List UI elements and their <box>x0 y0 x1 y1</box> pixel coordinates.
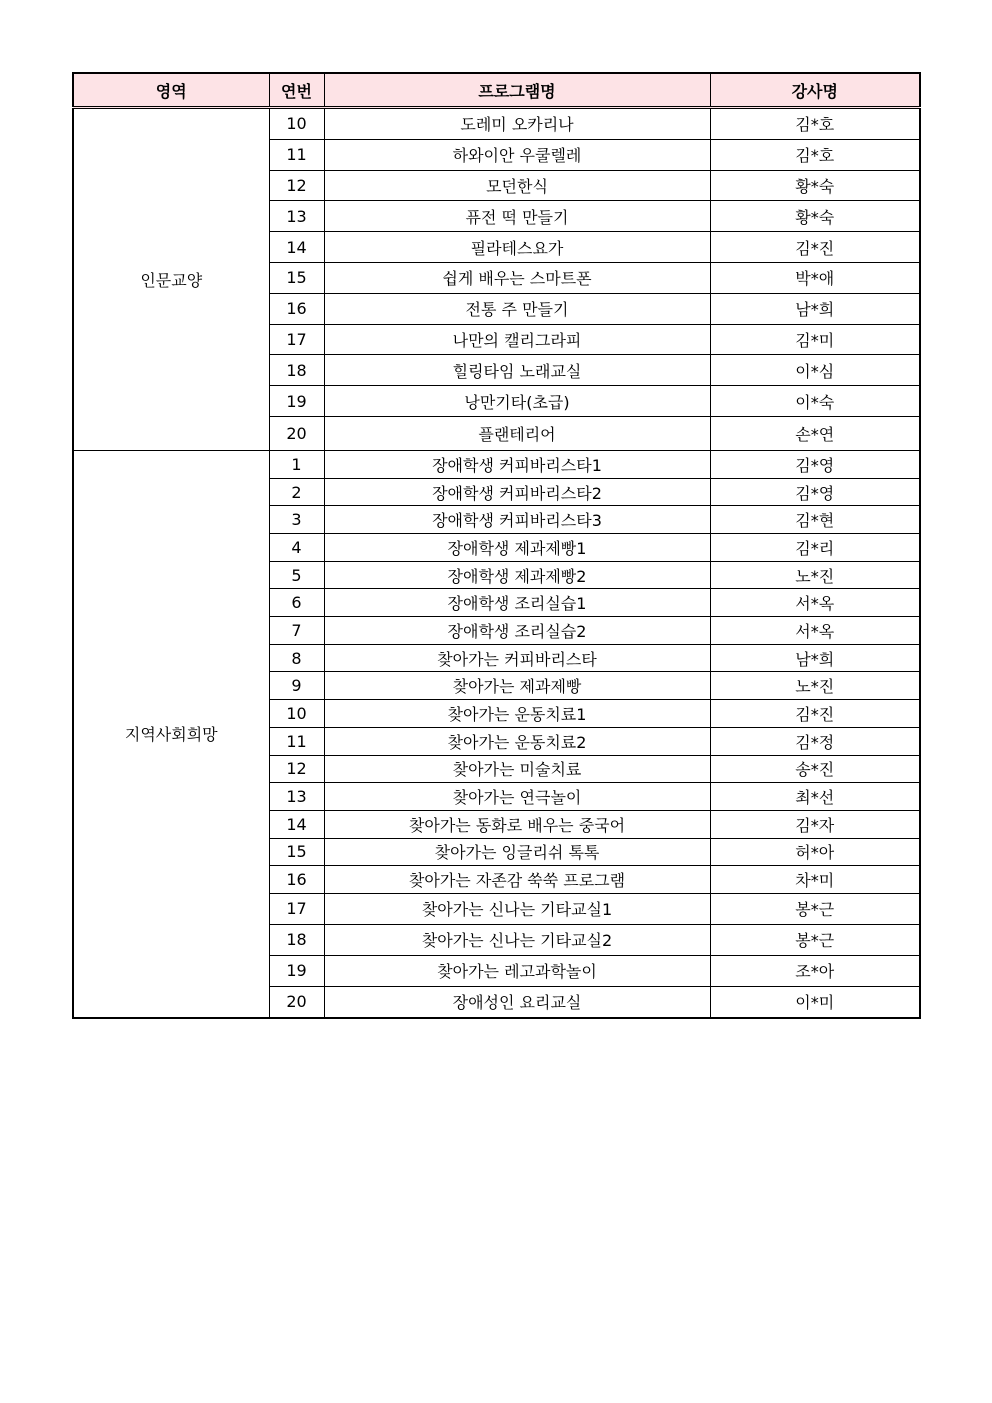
program-cell: 쉽게 배우는 스마트폰 <box>324 262 710 293</box>
number-cell: 13 <box>269 201 324 232</box>
program-cell: 전통 주 만들기 <box>324 293 710 324</box>
number-cell: 15 <box>269 262 324 293</box>
area-cell: 인문교양 <box>73 108 269 451</box>
instructor-cell: 박*애 <box>710 262 920 293</box>
program-cell: 찾아가는 커피바리스타 <box>324 644 710 672</box>
instructor-cell: 최*선 <box>710 783 920 811</box>
number-cell: 19 <box>269 386 324 417</box>
table-row <box>73 108 920 140</box>
program-cell: 필라테스요가 <box>324 232 710 263</box>
table-body <box>73 108 920 1018</box>
number-cell: 1 <box>269 450 324 478</box>
program-cell: 찾아가는 제과제빵 <box>324 672 710 700</box>
program-cell: 도레미 오카리나 <box>324 108 710 140</box>
program-cell: 찾아가는 미술치료 <box>324 755 710 783</box>
program-cell: 낭만기타(초급) <box>324 386 710 417</box>
instructor-cell: 노*진 <box>710 561 920 589</box>
instructor-cell: 손*연 <box>710 416 920 450</box>
instructor-cell: 황*숙 <box>710 170 920 201</box>
header-area: 영역 <box>73 73 269 108</box>
program-cell: 장애성인 요리교실 <box>324 986 710 1018</box>
program-cell: 찾아가는 운동치료1 <box>324 700 710 728</box>
number-cell: 11 <box>269 727 324 755</box>
program-cell: 힐링타임 노래교실 <box>324 355 710 386</box>
instructor-cell: 서*옥 <box>710 589 920 617</box>
number-cell: 13 <box>269 783 324 811</box>
instructor-cell: 김*호 <box>710 108 920 140</box>
number-cell: 19 <box>269 955 324 986</box>
instructor-cell: 김*정 <box>710 727 920 755</box>
program-cell: 장애학생 제과제빵1 <box>324 534 710 562</box>
instructor-cell: 김*영 <box>710 450 920 478</box>
instructor-cell: 서*옥 <box>710 617 920 645</box>
instructor-cell: 허*아 <box>710 838 920 866</box>
program-cell: 퓨전 떡 만들기 <box>324 201 710 232</box>
instructor-cell: 노*진 <box>710 672 920 700</box>
program-cell: 찾아가는 레고과학놀이 <box>324 955 710 986</box>
number-cell: 12 <box>269 170 324 201</box>
header-instructor: 강사명 <box>710 73 920 108</box>
number-cell: 11 <box>269 139 324 170</box>
number-cell: 8 <box>269 644 324 672</box>
instructor-cell: 남*희 <box>710 644 920 672</box>
number-cell: 14 <box>269 810 324 838</box>
instructor-cell: 이*숙 <box>710 386 920 417</box>
number-cell: 16 <box>269 866 324 894</box>
number-cell: 14 <box>269 232 324 263</box>
instructor-cell: 이*심 <box>710 355 920 386</box>
program-cell: 찾아가는 자존감 쑥쑥 프로그램 <box>324 866 710 894</box>
program-cell: 찾아가는 연극놀이 <box>324 783 710 811</box>
number-cell: 15 <box>269 838 324 866</box>
instructor-cell: 김*진 <box>710 700 920 728</box>
instructor-cell: 황*숙 <box>710 201 920 232</box>
instructor-cell: 김*리 <box>710 534 920 562</box>
program-cell: 나만의 캘리그라피 <box>324 324 710 355</box>
number-cell: 17 <box>269 324 324 355</box>
number-cell: 12 <box>269 755 324 783</box>
header-row <box>73 73 920 108</box>
program-cell: 찾아가는 운동치료2 <box>324 727 710 755</box>
instructor-cell: 김*영 <box>710 478 920 506</box>
header-program: 프로그램명 <box>324 73 710 108</box>
number-cell: 10 <box>269 700 324 728</box>
instructor-cell: 김*진 <box>710 232 920 263</box>
number-cell: 10 <box>269 108 324 140</box>
table-row <box>73 450 920 478</box>
program-cell: 장애학생 조리실습2 <box>324 617 710 645</box>
number-cell: 7 <box>269 617 324 645</box>
instructor-cell: 봉*근 <box>710 924 920 955</box>
program-cell: 찾아가는 잉글리쉬 톡톡 <box>324 838 710 866</box>
program-cell: 장애학생 제과제빵2 <box>324 561 710 589</box>
program-cell: 찾아가는 신나는 기타교실1 <box>324 893 710 924</box>
program-cell: 찾아가는 신나는 기타교실2 <box>324 924 710 955</box>
number-cell: 17 <box>269 893 324 924</box>
number-cell: 2 <box>269 478 324 506</box>
instructor-cell: 남*희 <box>710 293 920 324</box>
number-cell: 6 <box>269 589 324 617</box>
program-cell: 장애학생 커피바리스타3 <box>324 506 710 534</box>
instructor-cell: 이*미 <box>710 986 920 1018</box>
number-cell: 20 <box>269 416 324 450</box>
area-cell: 지역사회희망 <box>73 450 269 1018</box>
program-cell: 모던한식 <box>324 170 710 201</box>
instructor-cell: 김*자 <box>710 810 920 838</box>
number-cell: 16 <box>269 293 324 324</box>
program-table <box>72 72 921 1019</box>
number-cell: 18 <box>269 924 324 955</box>
program-cell: 장애학생 커피바리스타1 <box>324 450 710 478</box>
instructor-cell: 조*아 <box>710 955 920 986</box>
instructor-cell: 송*진 <box>710 755 920 783</box>
number-cell: 9 <box>269 672 324 700</box>
number-cell: 20 <box>269 986 324 1018</box>
number-cell: 4 <box>269 534 324 562</box>
instructor-cell: 봉*근 <box>710 893 920 924</box>
program-cell: 장애학생 커피바리스타2 <box>324 478 710 506</box>
program-cell: 플랜테리어 <box>324 416 710 450</box>
instructor-cell: 김*호 <box>710 139 920 170</box>
program-cell: 하와이안 우쿨렐레 <box>324 139 710 170</box>
number-cell: 5 <box>269 561 324 589</box>
program-cell: 장애학생 조리실습1 <box>324 589 710 617</box>
header-number: 연번 <box>269 73 324 108</box>
instructor-cell: 차*미 <box>710 866 920 894</box>
number-cell: 18 <box>269 355 324 386</box>
instructor-cell: 김*미 <box>710 324 920 355</box>
instructor-cell: 김*현 <box>710 506 920 534</box>
number-cell: 3 <box>269 506 324 534</box>
program-cell: 찾아가는 동화로 배우는 중국어 <box>324 810 710 838</box>
